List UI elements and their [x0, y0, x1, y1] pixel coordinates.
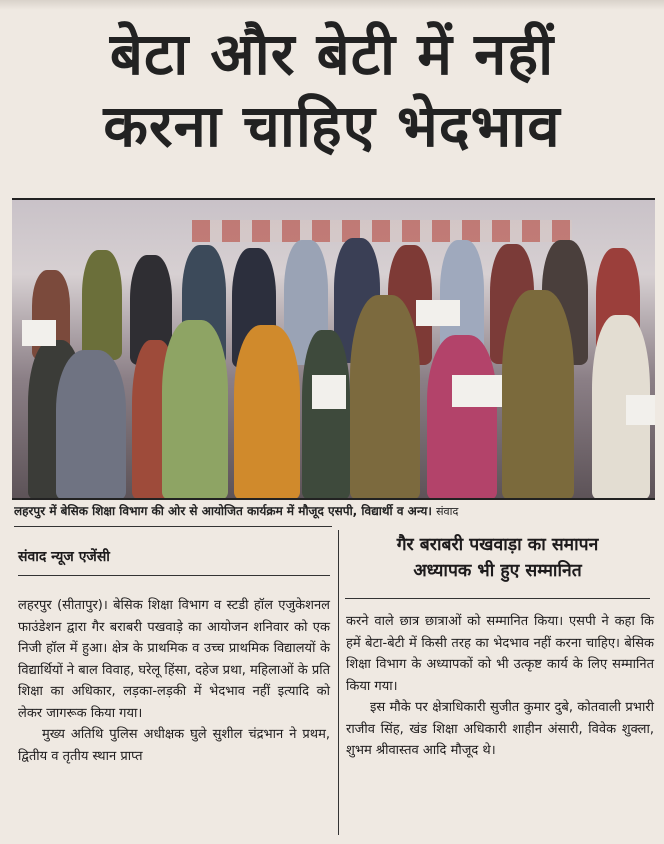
headline-line-2: करना चाहिए भेदभाव — [103, 92, 561, 160]
certificate — [22, 320, 56, 346]
paragraph: लहरपुर (सीतापुर)। बेसिक शिक्षा विभाग व स्टडी हॉल एजुकेशनल फाउंडेशन द्वारा गैर बराबरी पखवाड़े का आयोजन शनिवार को एक निजी हॉल में हुआ। क्षेत्र के प्राथमिक व उच्च प्राथमिक विद्यालयों के विद्यार्थियों ने बाल विवाह, घरेलू हिंसा, दहेज प्रथा, महिलाओं के प्रति शिक्षा का अधिकार, लड़का-लड़की में भेदभाव नहीं इत्यादि को लेकर जागरूक किया गया। — [18, 598, 330, 721]
column-divider — [338, 530, 339, 835]
paragraph: करने वाले छात्र छात्राओं को सम्मानित किया। एसपी ने कहा कि हमें बेटा-बेटी में किसी तरह का भेदभाव नहीं करना चाहिए। बेसिक शिक्षा विभाग के अध्यापकों को भी उत्कृष्ट कार्य के लिए सम्मानित किया गया। — [346, 614, 654, 694]
paragraph: इस मौके पर क्षेत्राधिकारी सुजीत कुमार दुबे, कोतवाली प्रभारी राजीव सिंह, खंड शिक्षा अधिकारी शाहीन अंसारी, विवेक शुक्ला, शुभम श्रीवास्तव आदि मौजूद थे। — [346, 700, 654, 758]
certificate — [312, 375, 346, 409]
photo-person — [234, 325, 300, 500]
photo-caption — [14, 502, 654, 521]
headline — [10, 18, 654, 162]
subhead-underline — [345, 598, 650, 599]
headline-line-1: बेटा और बेटी में नहीं — [109, 20, 555, 88]
photo-person — [350, 295, 420, 500]
news-agency-byline: संवाद न्यूज एजेंसी — [18, 549, 110, 565]
photo-person — [56, 350, 126, 500]
caption-divider — [14, 526, 332, 527]
subhead-line-2: अध्यापक भी हुए सम्मानित — [413, 561, 582, 581]
news-photo — [12, 198, 655, 500]
caption-credit: संवाद — [436, 505, 459, 518]
photo-person — [162, 320, 228, 500]
photo-person — [302, 330, 350, 500]
certificate — [416, 300, 460, 326]
photo-person — [82, 250, 122, 360]
certificate — [452, 375, 502, 407]
caption-text: लहरपुर में बेसिक शिक्षा विभाग की ओर से आयोजित कार्यक्रम में मौजूद एसपी, विद्यार्थी व अन्य। — [14, 504, 432, 518]
article-column-left — [18, 595, 330, 767]
paragraph: मुख्य अतिथि पुलिस अधीक्षक घुले सुशील चंद्रभान ने प्रथम, द्वितीय व तृतीय स्थान प्राप्त — [18, 727, 330, 764]
stage-banner — [192, 220, 572, 242]
subhead-line-1: गैर बराबरी पखवाड़ा का समापन — [396, 535, 599, 555]
byline-underline — [18, 575, 330, 576]
article-subheading — [345, 532, 650, 584]
photo-person — [427, 335, 497, 500]
photo-person — [502, 290, 574, 500]
article-column-right — [346, 611, 654, 762]
page-top-edge — [0, 0, 664, 10]
certificate — [626, 395, 655, 425]
